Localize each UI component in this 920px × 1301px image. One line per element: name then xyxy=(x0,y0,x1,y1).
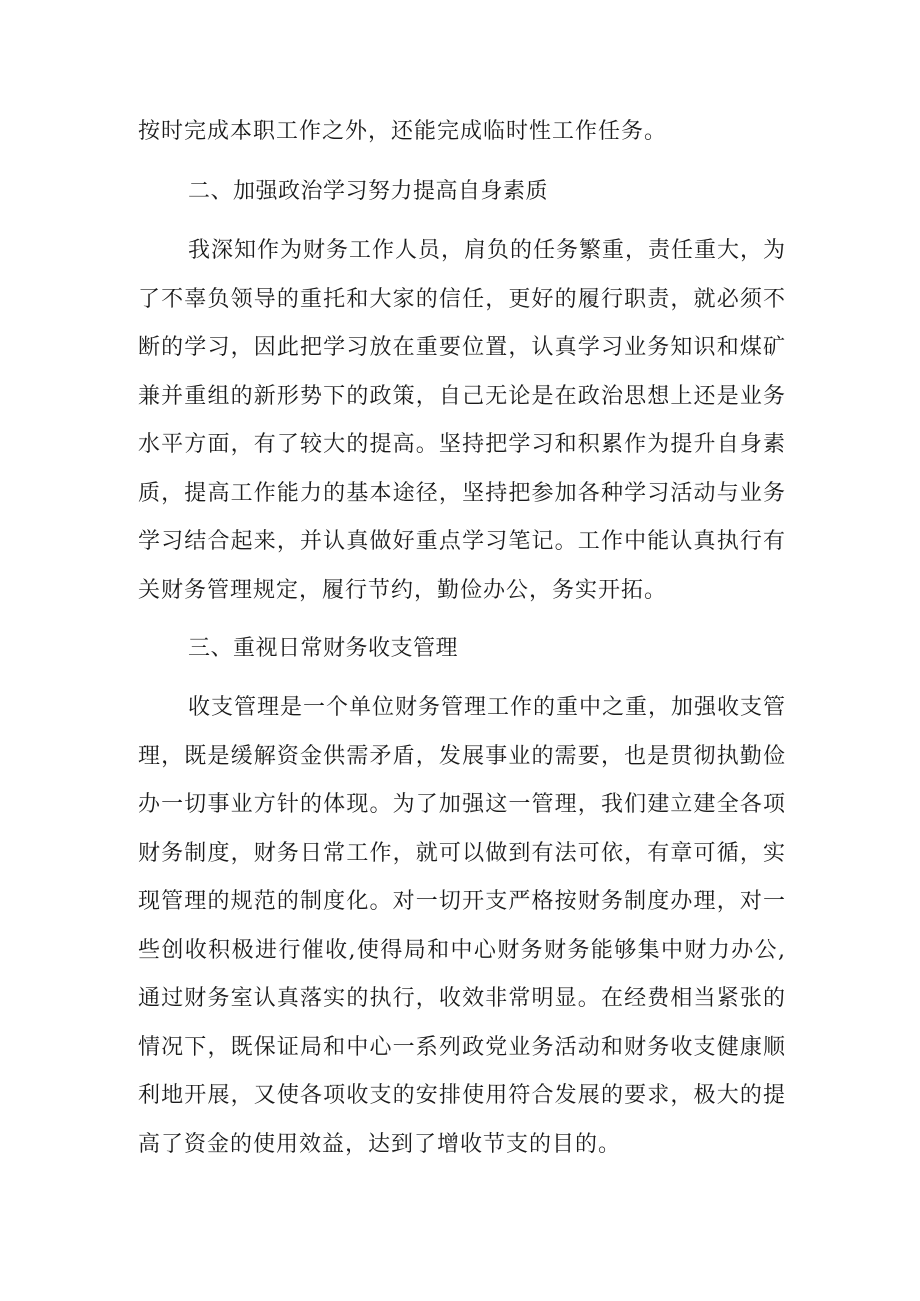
section-3-paragraph xyxy=(138,684,786,1169)
section-3-paragraph-text: 收支管理是一个单位财务管理工作的重中之重，加强收支管理，既是缓解资金供需矛盾，发展事业的需要，也是贯彻执勤俭办一切事业方针的体现。为了加强这一管理，我们建立建全各项财务制度，财务日常工作，就可以做到有法可依，有章可循，实现管理的规范的制度化。对一切开支严格按财务制度办理，对一些创收积极进行催收,使得局和中心财务财务能够集中财力办公,通过财务室认真落实的执行，收效非常明显。在经费相当紧张的情况下，既保证局和中心一系列政党业务活动和财务收支健康顺利地开展，又使各项收支的安排使用符合发展的要求，极大的提高了资金的使用效益，达到了增收节支的目的。 xyxy=(138,695,787,1157)
section-3-heading: 三、重视日常财务收支管理 xyxy=(188,636,459,661)
continuation-paragraph-text: 按时完成本职工作之外，还能完成临时性工作任务。 xyxy=(138,119,668,144)
section-2-heading-block xyxy=(138,168,786,217)
section-3-heading-block xyxy=(138,625,786,674)
continuation-paragraph xyxy=(138,108,786,157)
section-2-paragraph-text: 我深知作为财务工作人员，肩负的任务繁重，责任重大，为了不辜负领导的重托和大家的信任，更好的履行职责，就必须不断的学习，因此把学习放在重要位置，认真学习业务知识和煤矿兼并重组的新形势下的政策，自己无论是在政治思想上还是业务水平方面，有了较大的提高。坚持把学习和积累作为提升自身素质，提高工作能力的基本途径，坚持把参加各种学习活动与业务学习结合起来，并认真做好重点学习笔记。工作中能认真执行有关财务管理规定，履行节约，勤俭办公，务实开拓。 xyxy=(138,238,787,603)
section-2-paragraph xyxy=(138,227,786,615)
section-2-heading: 二、加强政治学习努力提高自身素质 xyxy=(188,179,549,204)
